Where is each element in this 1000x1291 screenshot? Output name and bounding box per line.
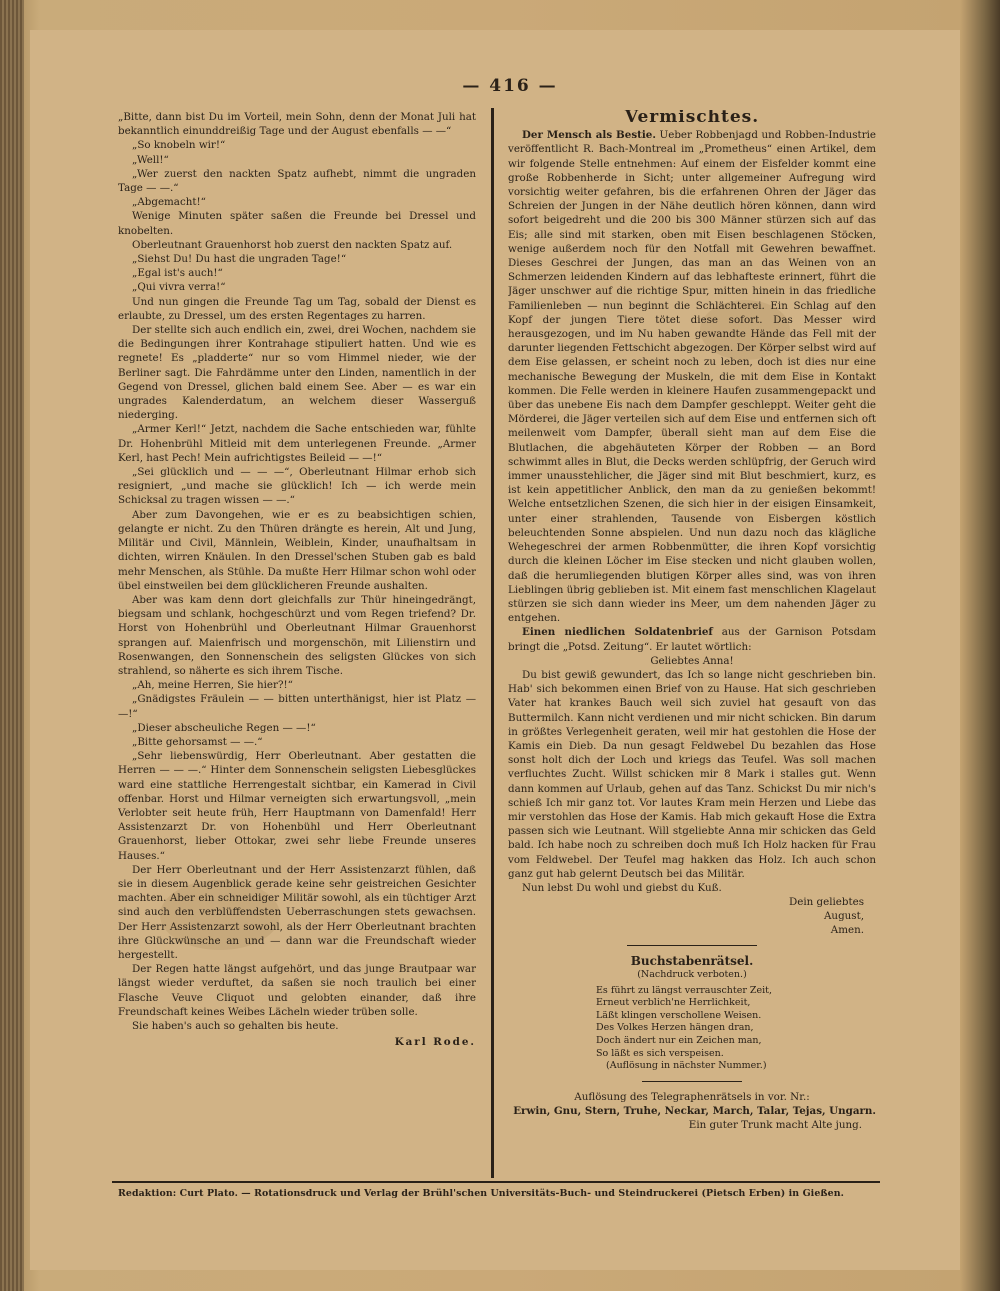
story-paragraph: „Bitte, dann bist Du im Vorteil, mein Sohn, denn der Monat Juli hat bekanntlich einunddreißig Tage und der August ebenfalls — —“	[118, 111, 476, 138]
riddle-title: Buchstabenrätsel.	[630, 954, 754, 969]
poem-line: Läßt klingen verschollene Weisen.	[596, 1009, 762, 1021]
footer-rule	[112, 1181, 880, 1183]
article-soldatenbrief	[508, 625, 876, 653]
article-body: Ueber Robbenjagd und Robben-Industrie veröffentlicht R. Bach-Montreal im „Prometheus“ einen Artikel, dem wir folgende Stelle entnehmen: Auf einem der Eisfelder kommt eine große Robbenherde in Sicht; unter allgemeiner Aufregung wird vorsichtig weiter gefahren, bis die erfahrenen Ohren der Jäger das Schreien der Jungen in der Nähe deutlich hören können, dann wird sofort beigedreht und die 200 bis 300 Männer stürzen sich auf das Eis; alle sind mit starken, oben mit Eisen beschlagenen Stöcken, wenige außerdem noch für den Notfall mit Gewehren bewaffnet. Dieses Geschrei der Jungen, das man an das Weinen von an Schmerzen leidenden Kindern auf das lebhafteste erinnert, führt die Jäger unschwer auf die richtige Spur, mitten hinein in das friedliche Familienleben — nun beginnt die Schlächterei. Ein Schlag auf den Kopf der jungen Tiere tötet diese sofort. Das Messer wird herausgezogen, und im Nu haben gewandte Hände das Fell mit der darunter liegenden Fettschicht abgezogen. Der Körper selbst wird auf dem Eise gelassen, er scheint noch zu leben, doch ist dies nur eine mechanische Bewegung der Muskeln, die mit dem Eise in Kontakt kommen. Die Felle werden in kleinere Haufen zusammengepackt und über das unebene Eis nach dem Dampfer geschleppt. Weiter geht die Mörderei, die Jäger verteilen sich auf dem Eise und entfernen sich oft meilenweit vom Dampfer, überall sieht man auf dem Eise die Blutlachen, die abgehäuteten Körper der Robben — an Bord schwimmt alles in Blut, die Decks werden schlüpfrig, der Geruch wird immer unausstehlicher, die Jäger sind mit Blut beschmiert, kurz, es ist kein appetitlicher Anblick, den man da zu genießen bekommt! Welche entsetzlichen Szenen, die sich hier in der eisigen Einsamkeit, unter einer strahlenden, Tausende von Eisbergen köstlich beleuchtenden Sonne abspielen. Und nun dazu noch das klägliche Wehegeschrei der armen Robbenmütter, die ihren Kopf vorsichtig durch die kleinen Löcher im Eise stecken und nicht glauben wollen, daß die herumliegenden blutigen Körper alles sind, was von ihren Lieblingen übrig geblieben ist. Mit einem fast menschlichen Klagelaut stürzen sie sich dann wieder ins Meer, um dem nahenden Jäger zu entgehen.	[508, 129, 876, 625]
story-paragraph: „Sei glücklich und — — —“, Oberleutnant Hilmar erhob sich resigniert, „und mache sie glücklich! Ich — ich werde mein Schicksal zu tragen wissen — —.“	[118, 466, 476, 507]
story-paragraph: „Egal ist's auch!“	[132, 267, 223, 280]
story-paragraph: Wenige Minuten später saßen die Freunde bei Dressel und knobelten.	[118, 210, 476, 237]
signature-line: Dein geliebtes	[788, 896, 864, 909]
story-paragraph: „Dieser abscheuliche Regen — —!“	[132, 721, 316, 734]
story-paragraph: „So knobeln wir!“	[132, 139, 226, 152]
letter-signature	[508, 895, 876, 937]
section-title: Vermischtes.	[624, 110, 760, 127]
letter-salutation: Geliebtes Anna!	[650, 654, 734, 667]
story-paragraph: Aber zum Davongehen, wie er es zu beabsichtigen schien, gelangte er nicht. Zu den Thüren drängte es herein, Alt und Jung, Militär und Civil, Männlein, Weiblein, Kinder, unaufhaltsam in dichten, wirren Knäulen. In den Dressel'schen Stuben gab es bald mehr Menschen, als Stühle. Da mußte Herr Hilmar schon wohl oder übel einstweilen bei dem glücklicheren Freunde aushalten.	[118, 508, 476, 592]
section-rule	[642, 1081, 742, 1082]
article-body: aus der Garnison Potsdam bringt die „Potsd. Zeitung“. Er lautet wörtlich:	[508, 626, 876, 653]
section-rule	[627, 945, 757, 946]
story-paragraph: „Sehr liebenswürdig, Herr Oberleutnant. Aber gestatten die Herren — — —.“ Hinter dem Sonnenschein seligsten Liebesglückes ward eine stattliche Herrengestalt sichtbar, ein Kamerad in Civil offenbar. Horst und Hilmar verneigten sich erwartungsvoll, „mein Verlobter seit heute früh, Herr Hauptmann von Damenfald! Herr Assistenzarzt Dr. von Hohenbühl und Herr Oberleutnant Grauenhorst, lieber Ottokar, zwei sehr liebe Freunde unseres Hauses.“	[118, 750, 476, 862]
story-paragraph: „Abgemacht!“	[132, 196, 206, 209]
solution-words: Erwin, Gnu, Stern, Truhe, Neckar, March, Talar, Tejas, Ungarn.	[513, 1104, 876, 1117]
story-paragraph: Und nun gingen die Freunde Tag um Tag, sobald der Dienst es erlaubte, zu Dressel, um des ersten Regentages zu harren.	[118, 295, 476, 322]
story-paragraph: Der Regen hatte längst aufgehört, und das junge Brautpaar war längst wieder verduftet, da saßen sie noch traulich bei einer Flasche Veuve Cliquot und gelobten einander, daß ihre Freundschaft keines Weibes Lächeln wieder trüben solle.	[118, 963, 476, 1018]
poem-line: Es führt zu längst verrauschter Zeit,	[596, 984, 772, 996]
letter-paragraph: Nun lebst Du wohl und giebst du Kuß.	[522, 881, 722, 894]
poem-line: Doch ändert nur ein Zeichen man,	[596, 1034, 762, 1046]
story-paragraph: Der Herr Oberleutnant und der Herr Assistenzarzt fühlen, daß sie in diesem Augenblick gerade keine sehr geistreichen Gesichter machten. Aber ein schneidiger Militär sowohl, als ein tüchtiger Arzt sind auch den verblüffendsten Ueberraschungen stets gewachsen. Der Herr Assistenzarzt sowohl, als der Herr Oberleutnant brachten ihre Glückwünsche an und — dann war die Freundschaft wieder hergestellt.	[118, 863, 476, 961]
poem-line: So läßt es sich verspeisen.	[596, 1047, 724, 1059]
column-divider	[491, 108, 494, 1178]
solution-note: Ein guter Trunk macht Alte jung.	[688, 1119, 862, 1132]
poem-line: Des Volkes Herzen hängen dran,	[596, 1022, 754, 1034]
story-paragraph: „Gnädigstes Fräulein — — bitten unterthänigst, hier ist Platz — —!“	[118, 693, 476, 720]
article-headline: Der Mensch als Bestie.	[522, 129, 656, 142]
imprint-footer: Redaktion: Curt Plato. — Rotationsdruck und Verlag der Brühl'schen Universitäts-Buch- und Steindruckerei (Pietsch Erben) in Gießen.	[118, 1188, 844, 1199]
right-column-miscellany	[508, 110, 876, 1180]
story-paragraph: Sie haben's auch so gehalten bis heute.	[132, 1020, 339, 1032]
article-robbenjagd	[508, 128, 876, 625]
story-paragraph: „Siehst Du! Du hast die ungraden Tage!“	[132, 253, 347, 266]
story-paragraph: „Qui vivra verra!“	[132, 281, 226, 294]
story-paragraph: „Bitte gehorsamst — —.“	[132, 735, 263, 748]
story-paragraph: „Well!“	[132, 153, 169, 166]
riddle-poem	[596, 985, 876, 1073]
poem-line: (Auflösung in nächster Nummer.)	[606, 1060, 767, 1072]
story-paragraph: Oberleutnant Grauenhorst hob zuerst den nackten Spatz auf.	[132, 238, 453, 251]
signature-line: Amen.	[830, 924, 864, 937]
story-paragraph: Der stellte sich auch endlich ein, zwei, drei Wochen, nachdem sie die Bedingungen ihrer Kontrahage stipuliert hatten. Und wie es regnete! Es „pladderte“ nur so vom Himmel nieder, wie der Berliner sagt. Die Fahrdämme unter den Linden, namentlich in der Gegend von Dressel, glichen bald einem See. Aber — es war ein ungrades Kalenderdatum, an welchem dieser Wasserguß niederging.	[118, 324, 476, 422]
story-paragraph: „Ah, meine Herren, Sie hier?!“	[132, 679, 293, 692]
signature-line: August,	[824, 910, 864, 923]
story-paragraph: „Armer Kerl!“ Jetzt, nachdem die Sache entschieden war, fühlte Dr. Hohenbrühl Mitleid mit dem unterlegenen Freunde. „Armer Kerl, hast Pech! Mein aufrichtigstes Beileid — —!“	[118, 423, 476, 464]
page-number: — 416 —	[462, 76, 558, 96]
story-author: Karl Rode.	[394, 1036, 476, 1049]
story-paragraph: „Wer zuerst den nackten Spatz aufhebt, nimmt die ungraden Tage — —.“	[118, 167, 476, 195]
left-column-story	[118, 110, 476, 1155]
book-binding-edge	[0, 0, 24, 1291]
story-paragraph: Aber was kam denn dort gleichfalls zur Thür hineingedrängt, biegsam und schlank, hochgeschürzt und vom Regen triefend? Dr. Horst von Hohenbrühl und Oberleutnant Hilmar Grauenhorst sprangen auf. Maienfrisch und morgenschön, mit Lilienstirn und Rosenwangen, den Sonnenschein des seligsten Glückes von sich strahlend, so näherte es sich ihrem Tische.	[118, 593, 476, 677]
letter-paragraph: Du bist gewiß gewundert, das Ich so lange nicht geschrieben bin. Hab' sich bekommen einen Brief von zu Hause. Hat sich geschrieben Vater hat krankes Bauch weil sich zuviel hat gesauft von das Buttermilch. Kann nicht verdienen und mir nicht schicken. Bin darum in größtes Verlegenheit geraten, weil mir hat gestohlen die Hose der Kamis ein Dieb. Da nun gesagt Feldwebel Du bezahlen das Hose sonst holt dich der Loch und kriegs das Teufel. Was soll machen verfluchtes Zucht. Willst schicken mir 8 Mark i stalles gut. Wenn dann kommen auf Urlaub, gehen auf das Tanz. Schickst Du mir nich's schieß Ich mir ganz tot. Vor lautes Kram mein Herzen und Liebe das mir verstohlen das Hose der Kamis. Hab mich gekauft Hose die Extra passen sich wie Leutnant. Will stgeliebte Anna mir schicken das Geld bald. Ich habe noch zu schreiben doch muß Ich Holz hacken für Frau vom Feldwebel. Der Teufel mag hakken das Holz. Ich auch schon ganz gut hab gelernt Deutsch bei das Militär.	[508, 668, 876, 880]
letter-body	[508, 668, 876, 895]
article-headline: Einen niedlichen Soldatenbrief	[522, 626, 713, 639]
solution-heading: Auflösung des Telegraphenrätsels in vor. Nr.:	[574, 1090, 810, 1103]
riddle-note: (Nachdruck verboten.)	[637, 969, 747, 981]
poem-line: Erneut verblich'ne Herrlichkeit,	[596, 997, 751, 1009]
